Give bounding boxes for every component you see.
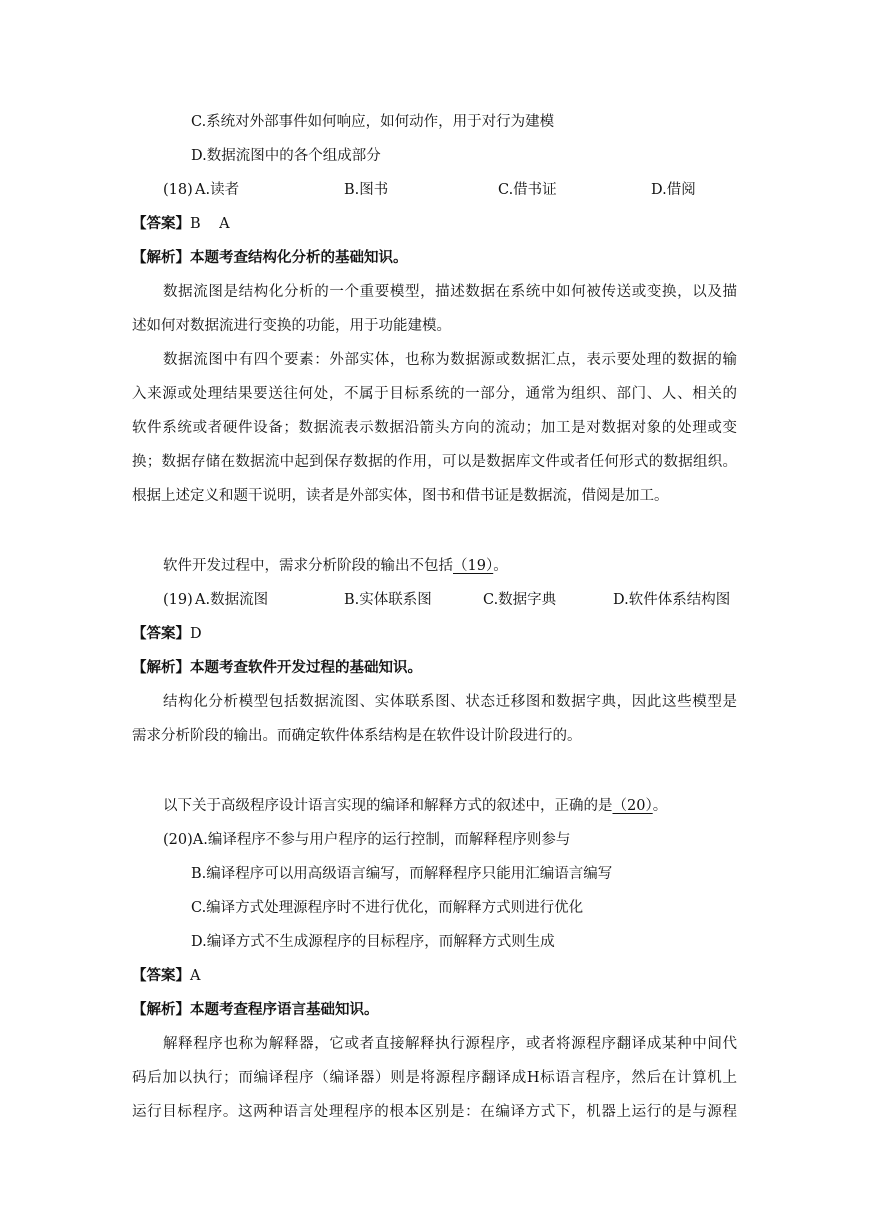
- q19-options: [0, 590, 869, 610]
- q19-stem-text: 软件开发过程中，需求分析阶段的输出不包括: [163, 558, 453, 574]
- q19-prefix: (19): [163, 592, 193, 608]
- answer-value: B A: [190, 216, 230, 232]
- q20-option-d: D.编译方式不生成源程序的目标程序，而解释方式则生成: [191, 934, 555, 950]
- q19-option-d: D.软件体系结构图: [613, 592, 731, 608]
- q20-stem-text: 以下关于高级程序设计语言实现的编译和解释方式的叙述中，正确的是: [163, 798, 613, 814]
- q20-para-line: 运行目标程序。这两种语言处理程序的根本区别是：在编译方式下，机器上运行的是与源程: [132, 1104, 737, 1120]
- q20-analysis-heading: [132, 1000, 379, 1020]
- q18-para2-line: 数据流图中有四个要素：外部实体，也称为数据源或数据汇点，表示要处理的数据的输: [163, 352, 737, 368]
- q19-option-a: A.数据流图: [195, 592, 269, 608]
- analysis-label: 【解析】: [132, 249, 190, 266]
- q18-option-c: C.系统对外部事件如何响应，如何动作，用于对行为建模: [191, 114, 555, 130]
- analysis-title: 本题考查程序语言基础知识。: [190, 1001, 379, 1018]
- q18-para2-line: 入来源或处理结果要送往何处，不属于目标系统的一部分，通常为组织、部门、人、相关的: [132, 386, 737, 402]
- q18-para2-line: 根据上述定义和题干说明，读者是外部实体，图书和借书证是数据流，借阅是加工。: [132, 488, 669, 504]
- q18-answer: [132, 214, 230, 234]
- answer-value: A: [190, 968, 201, 984]
- q19-answer: [132, 624, 202, 644]
- answer-label: 【答案】: [132, 625, 190, 642]
- q18-option-d: D.数据流图中的各个组成部分: [191, 148, 381, 164]
- q18-analysis-heading: [132, 248, 408, 268]
- q19-option-c: C.数据字典: [483, 592, 557, 608]
- analysis-title: 本题考查结构化分析的基础知识。: [190, 249, 408, 266]
- q20-stem-end: 。: [652, 798, 668, 814]
- q19-para-line: 需求分析阶段的输出。而确定软件体系结构是在软件设计阶段进行的。: [132, 728, 582, 744]
- q18-sub-option-c: C.借书证: [498, 182, 557, 198]
- q18-sub-option-a: A.读者: [195, 182, 240, 198]
- q20-para-line: 解释程序也称为解释器，它或者直接解释执行源程序，或者将源程序翻译成某种中间代: [163, 1036, 737, 1052]
- q18-sub-prefix: (18): [163, 182, 193, 198]
- q20-option-c: C.编译方式处理源程序时不进行优化，而解释方式则进行优化: [191, 900, 584, 916]
- q20-para-line: 码后加以执行；而编译程序（编译器）则是将源程序翻译成H标语言程序，然后在计算机上: [132, 1070, 737, 1086]
- answer-value: D: [190, 626, 202, 642]
- q18-sub-options: [0, 180, 869, 200]
- analysis-label: 【解析】: [132, 659, 190, 676]
- answer-label: 【答案】: [132, 967, 190, 984]
- q19-para-line: 结构化分析模型包括数据流图、实体联系图、状态迁移图和数据字典，因此这些模型是: [163, 694, 737, 710]
- answer-label: 【答案】: [132, 215, 190, 232]
- q18-para1-line: 述如何对数据流进行变换的功能，用于功能建模。: [132, 318, 451, 334]
- q19-stem: [163, 556, 508, 576]
- q19-option-b: B.实体联系图: [344, 592, 432, 608]
- q20-stem: [163, 796, 667, 816]
- q20-answer: [132, 966, 200, 986]
- q19-stem-end: 。: [493, 558, 508, 574]
- analysis-label: 【解析】: [132, 1001, 190, 1018]
- q18-sub-option-d: D.借阅: [651, 182, 696, 198]
- q19-analysis-heading: [132, 658, 422, 678]
- q18-sub-option-b: B.图书: [344, 182, 389, 198]
- analysis-title: 本题考查软件开发过程的基础知识。: [190, 659, 422, 676]
- q18-para1-line: 数据流图是结构化分析的一个重要模型，描述数据在系统中如何被传送或变换，以及描: [163, 284, 737, 300]
- q18-para2-line: 换；数据存储在数据流中起到保存数据的作用，可以是数据库文件或者任何形式的数据组织。: [132, 454, 737, 470]
- q20-option-b: B.编译程序可以用高级语言编写，而解释程序只能用汇编语言编写: [191, 866, 613, 882]
- q19-blank: （19）: [453, 558, 494, 574]
- q20-blank: （20）: [612, 798, 653, 814]
- q18-para2-line: 软件系统或者硬件设备；数据流表示数据沿箭头方向的流动；加工是对数据对象的处理或变: [132, 420, 737, 436]
- q20-option-a: (20)A.编译程序不参与用户程序的运行控制，而解释程序则参与: [163, 832, 571, 848]
